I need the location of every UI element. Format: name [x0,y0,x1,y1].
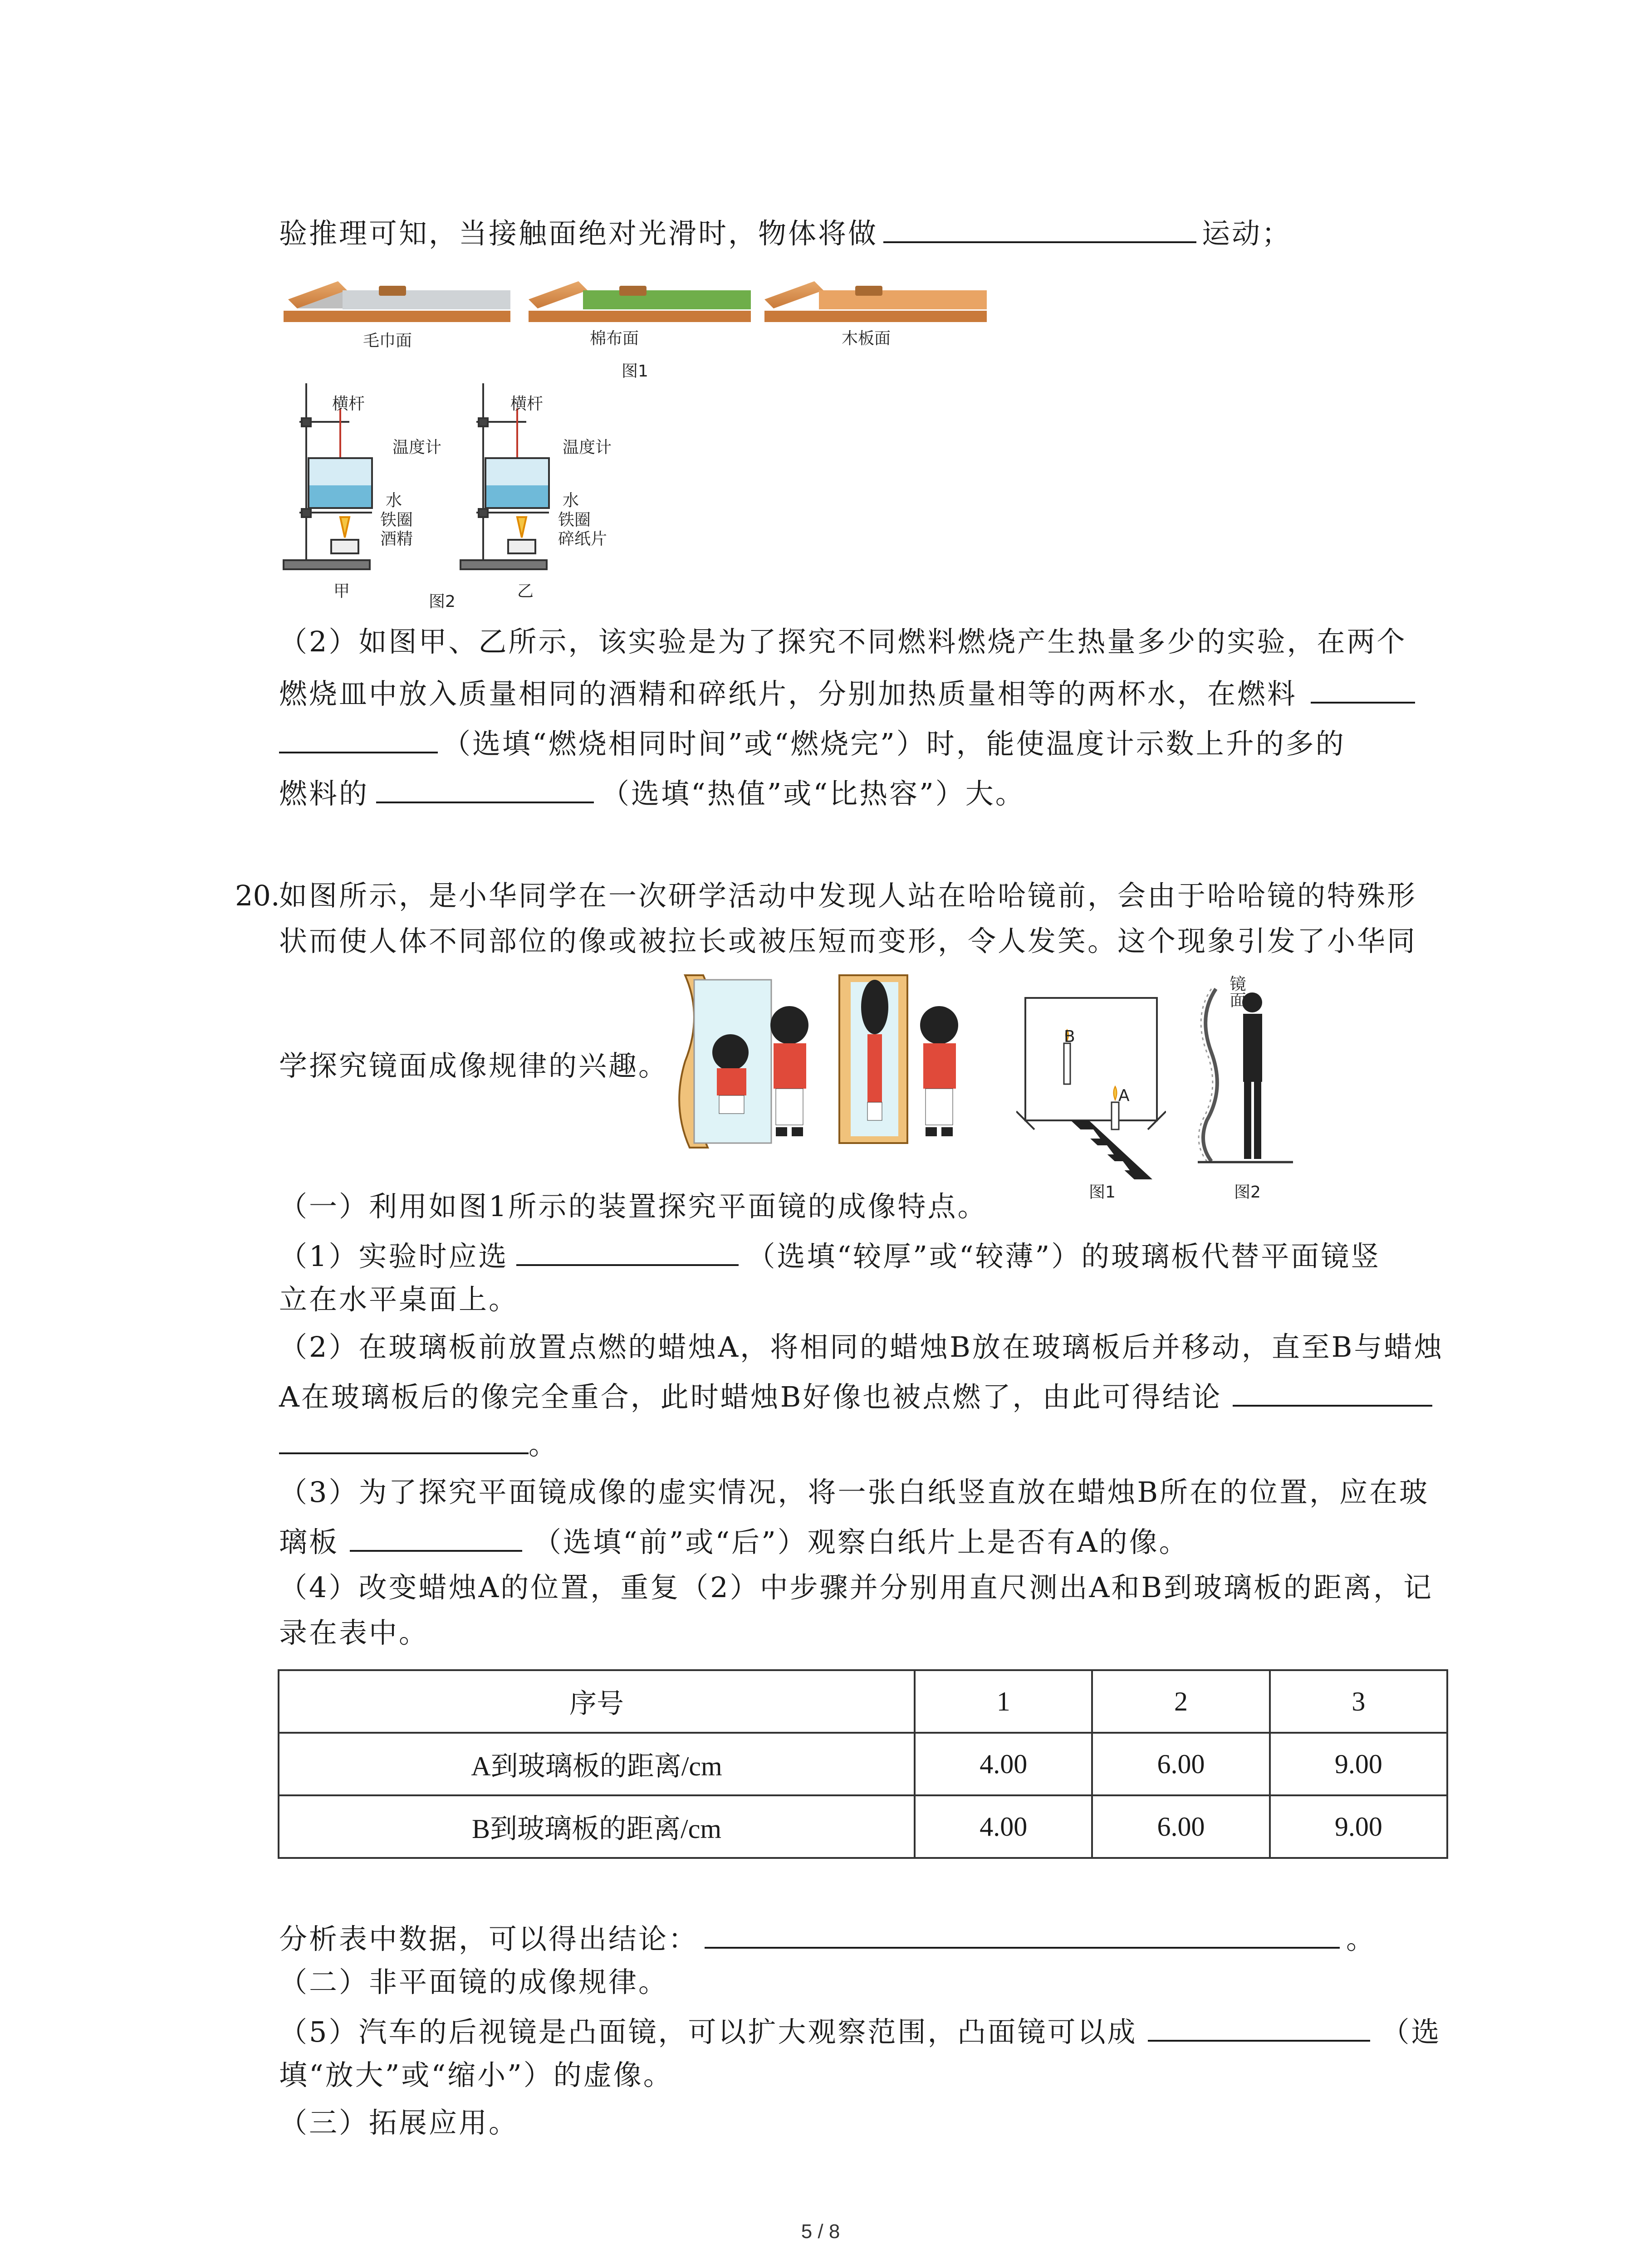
text: （选填“燃烧相同时间”或“燃烧完”）时，能使温度计示数上升的多的 [442,727,1346,760]
text: 验推理可知，当接触面绝对光滑时，物体将做 [279,217,878,250]
table-cell: 9.00 [1270,1795,1447,1858]
label-water: 水 [386,491,402,510]
text: 燃烧皿中放入质量相同的酒精和碎纸片，分别加热质量相等的两杯水，在燃料 [279,677,1298,710]
table-cell: 9.00 [1270,1733,1447,1795]
mirror-2 [839,975,907,1143]
table-row [279,1795,1447,1858]
text-line [279,2057,673,2093]
label-crossbar: 横杆 [332,395,365,413]
label-A: A [1118,1086,1130,1105]
text: （5）汽车的后视镜是凸面镜，可以扩大观察范围，凸面镜可以成 [279,2015,1137,2048]
answer-blank[interactable] [883,213,1196,243]
table-cell: 序号 [279,1670,915,1733]
text-line [279,213,1292,252]
figure-caption: 图2 [429,592,456,611]
text: 状而使人体不同部位的像或被拉长或被压短而变形，令人发笑。这个现象引发了小华同 [279,924,1417,958]
table-cell: A到玻璃板的距离/cm [279,1733,915,1795]
plane-mirror-setup-figure [1016,989,1166,1184]
answer-blank[interactable] [350,1522,522,1552]
answer-blank[interactable] [705,1919,1340,1949]
label-yi: 乙 [517,582,534,601]
boy-1 [770,1006,808,1136]
answer-blank[interactable] [1233,1377,1432,1407]
text: 运动； [1202,217,1292,250]
table-cell: 6.00 [1092,1733,1269,1795]
text: （三）拓展应用。 [279,2106,519,2139]
text-line [279,1964,668,2000]
text: 录在表中。 [279,1616,429,1649]
label-ring: 铁圈 [558,511,591,529]
table-cell: 2 [1092,1670,1269,1733]
funhouse-mirror-figure [676,971,994,1152]
label-thermometer: 温度计 [392,438,442,457]
figure-caption: 图1 [1089,1183,1116,1202]
answer-blank[interactable] [279,1424,529,1454]
text: 。 [1346,1922,1376,1955]
surface-label: 棉布面 [590,329,639,348]
text: 。 [529,1428,559,1461]
text-line [279,1329,1444,1365]
text-line [279,878,1417,914]
text: （1）实验时应选 [279,1240,509,1273]
figure-caption: 图2 [1234,1183,1261,1202]
cotton-surface [529,281,751,322]
text: （一）利用如图1所示的装置探究平面镜的成像特点。 [279,1190,988,1223]
text: 填“放大”或“缩小”）的虚像。 [279,2058,673,2092]
text: 如图所示，是小华同学在一次研学活动中发现人站在哈哈镜前，会由于哈哈镜的特殊形 [279,879,1417,912]
label-jia: 甲 [333,582,350,601]
text: 立在水平桌面上。 [279,1283,519,1316]
label-alcohol: 酒精 [380,530,413,548]
text: 镜面 [1227,975,1246,1008]
label-crossbar: 横杆 [510,395,544,413]
text: A在玻璃板后的像完全重合，此时蜡烛B好像也被点燃了，由此可得结论 [279,1380,1222,1413]
text: 燃料的 [279,777,369,810]
table-cell: 1 [915,1670,1092,1733]
mirror-1 [679,975,771,1148]
answer-blank[interactable] [516,1236,739,1266]
text-line [279,1281,519,1318]
surface-label: 木板面 [842,329,891,348]
text: （2）如图甲、乙所示，该实验是为了探究不同燃料燃烧产生热量多少的实验，在两个 [279,625,1407,658]
towel-surface [284,281,510,322]
table-cell: 3 [1270,1670,1447,1733]
page-number: 5 / 8 [801,2220,840,2243]
text-line [279,923,1417,959]
label-water: 水 [563,491,579,510]
table-row [279,1733,1447,1795]
question-number: 20. [235,879,280,912]
text-line [279,1236,1381,1275]
text-line [279,1188,987,1225]
text: （选填“热值”或“比热容”）大。 [601,777,1025,810]
text-line [279,1377,1432,1415]
answer-blank[interactable] [279,723,438,753]
text-line [279,1919,1376,1957]
text-line [279,1522,1189,1560]
label-B: B [1064,1027,1075,1046]
text: （2）在玻璃板前放置点燃的蜡烛A，将相同的蜡烛B放在玻璃板后并移动，直至B与蜡烛 [279,1330,1444,1364]
label-thermometer: 温度计 [563,438,612,457]
text: 璃板 [279,1525,339,1559]
text-line [279,1474,1429,1510]
text: （4）改变蜡烛A的位置，重复（2）中步骤并分别用直尺测出A和B到玻璃板的距离，记 [279,1571,1434,1604]
label-ring: 铁圈 [380,511,413,529]
text-line [279,674,1415,712]
text-line [279,723,1346,762]
table-header-row [279,1670,1447,1733]
table-cell: B到玻璃板的距离/cm [279,1795,915,1858]
text-line [279,1569,1433,1606]
text: （3）为了探究平面镜成像的虚实情况，将一张白纸竖直放在蜡烛B所在的位置，应在玻 [279,1476,1430,1509]
table-cell: 4.00 [915,1795,1092,1858]
answer-blank[interactable] [376,773,594,803]
text-line [279,1048,668,1084]
table-cell: 6.00 [1092,1795,1269,1858]
text-line [279,1615,429,1651]
text: （选 [1381,2015,1441,2048]
answer-blank[interactable] [1311,674,1415,704]
label-mirror-surface [1225,975,1271,1012]
text: 学探究镜面成像规律的兴趣。 [279,1049,669,1082]
table-cell: 4.00 [915,1733,1092,1795]
text-line [279,1424,558,1463]
boy-2 [920,1006,958,1136]
text: （选填“前”或“后”）观察白纸片上是否有A的像。 [533,1525,1189,1559]
text: 分析表中数据，可以得出结论： [279,1922,699,1955]
text-line [279,2105,519,2141]
surface-label: 毛巾面 [363,332,412,350]
text: （选填“较厚”或“较薄”）的玻璃板代替平面镜竖 [747,1240,1381,1273]
wood-surface [764,281,987,322]
text: （二）非平面镜的成像规律。 [279,1965,669,1999]
label-paper: 碎纸片 [558,530,607,548]
text-line [279,2012,1441,2050]
distance-table [278,1669,1448,1859]
text-line [279,773,1025,812]
answer-blank[interactable] [1148,2012,1370,2042]
text-line [279,624,1406,660]
figure-caption: 图1 [622,362,648,381]
